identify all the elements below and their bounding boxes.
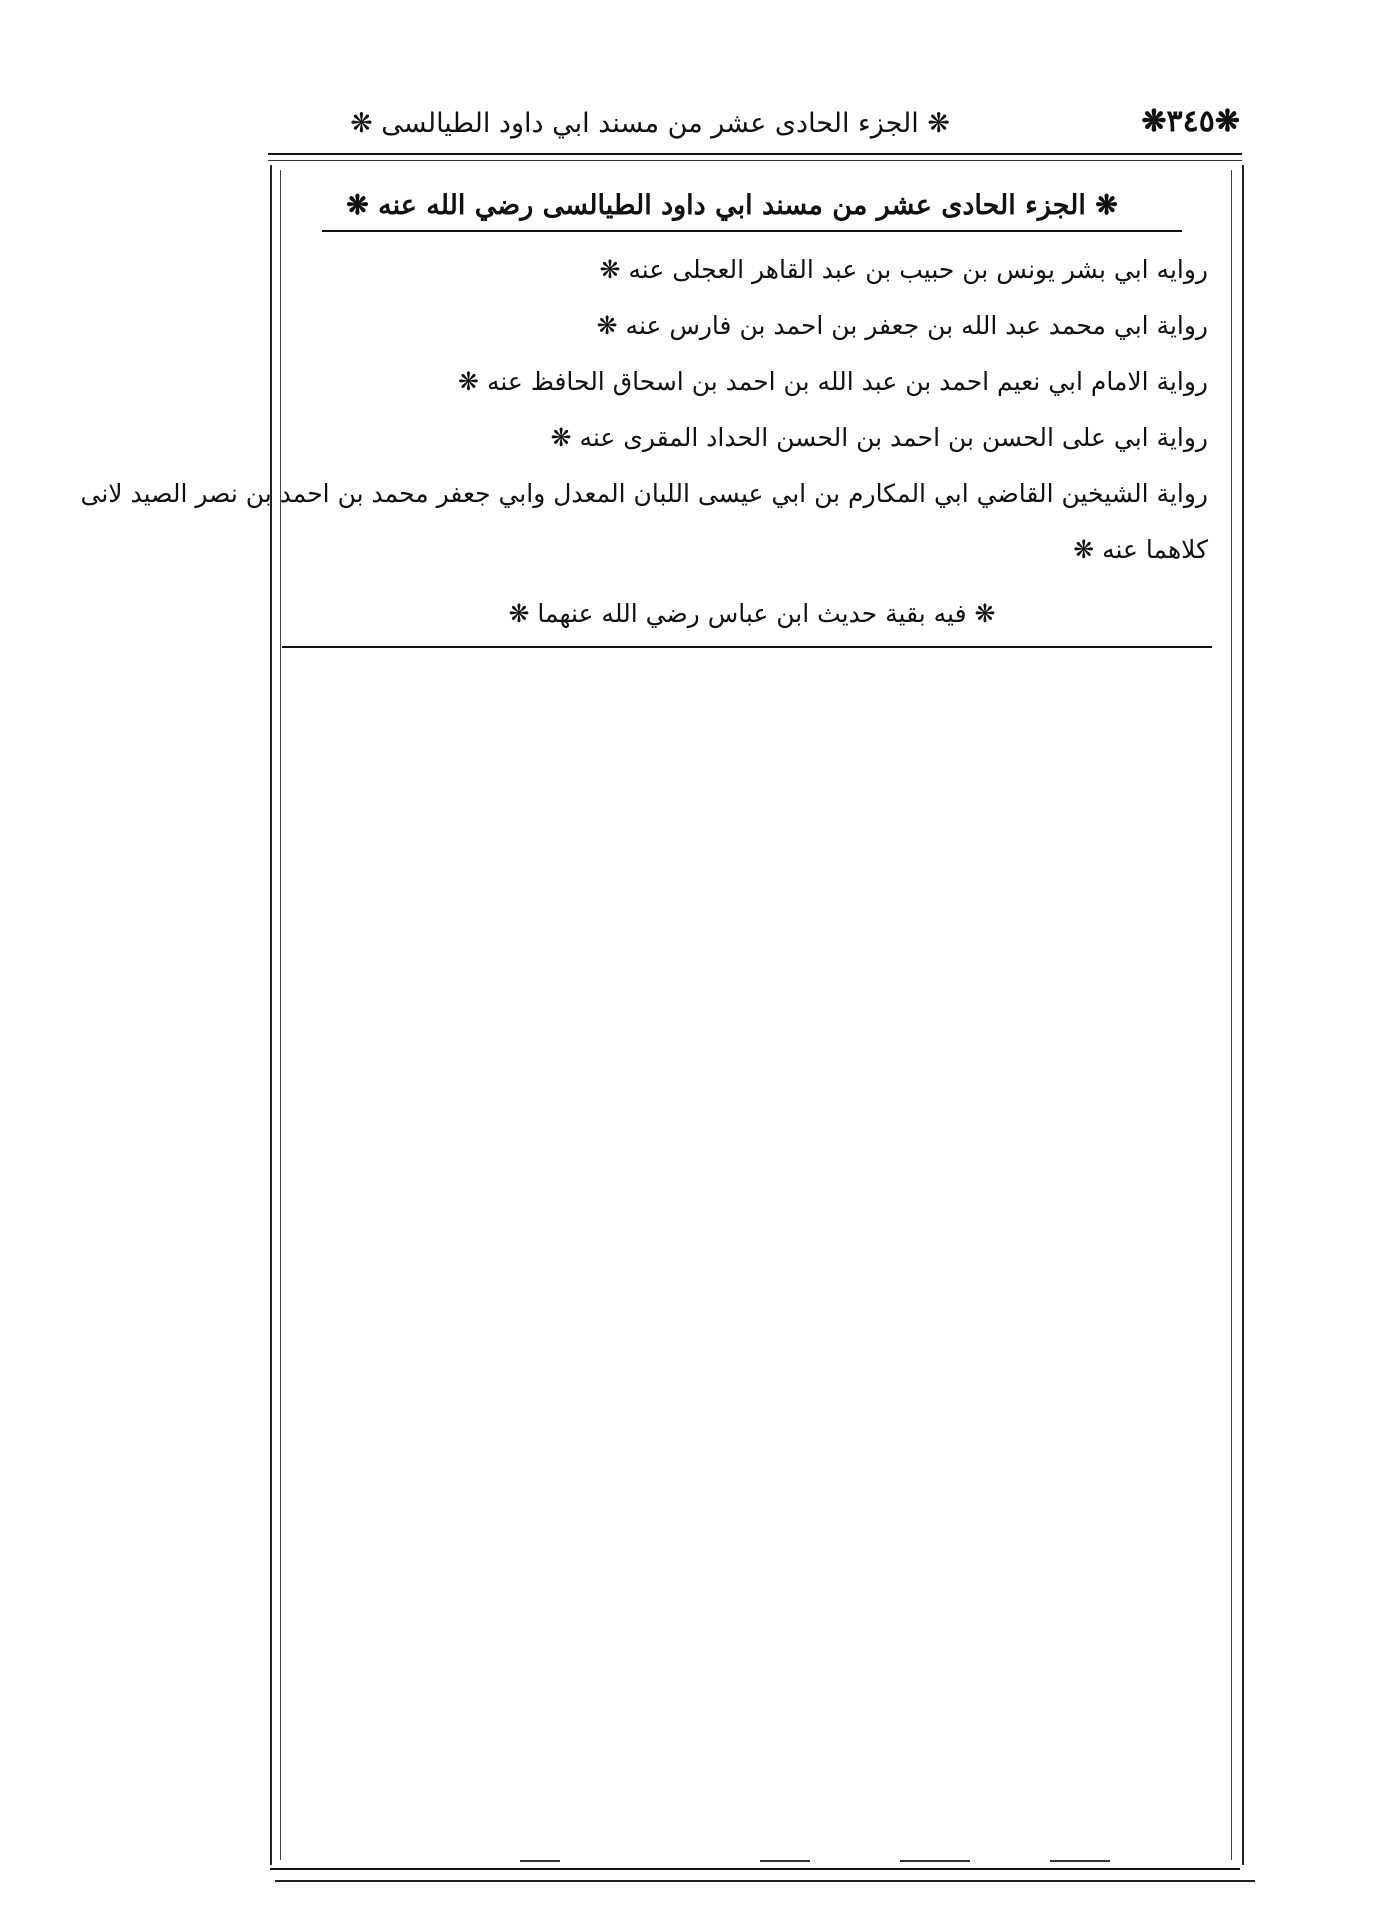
narration-line-1: روايه ابي بشر يونس بن حبيب بن عبد القاهر العجلى عنه ❋ [599,255,1208,284]
bottom-dash-mark [1050,1860,1110,1862]
closing-note: ❋ فيه بقية حديث ابن عباس رضي الله عنهما ❋ [508,599,996,628]
narration-line-3: رواية الامام ابي نعيم احمد بن عبد الله بن احمد بن اسحاق الحافظ عنه ❋ [458,367,1208,396]
section-title: ❋ الجزء الحادى عشر من مسند ابي داود الطيالسى رضي الله عنه ❋ [346,190,1118,221]
narration-line-2: رواية ابي محمد عبد الله بن جعفر بن احمد بن فارس عنه ❋ [596,311,1208,340]
title-rule [322,230,1182,232]
bottom-dash-mark [900,1860,970,1862]
footer-rule [270,1868,1240,1870]
header-rule [268,153,1242,155]
footer-rule-double [275,1880,1255,1882]
page-number: ❋٣٤٥❋ [1141,104,1240,139]
closing-rule [282,646,1212,648]
page-header [270,104,1240,148]
bottom-dash-mark [520,1860,560,1862]
running-title: ❋ الجزء الحادى عشر من مسند ابي داود الطيالسى ❋ [350,108,950,139]
narration-continuation: كلاهما عنه ❋ [1073,535,1208,564]
bottom-dash-mark [760,1860,810,1862]
narration-line-5: رواية الشيخين القاضي ابي المكارم بن ابي عيسى اللبان المعدل وابي جعفر محمد بن احمد بن نصر الصيد لانى [80,479,1208,508]
text-area [80,170,1212,648]
header-rule-thin [268,160,1242,161]
narration-line-4: رواية ابي على الحسن بن احمد بن الحسن الحداد المقرى عنه ❋ [550,423,1208,452]
